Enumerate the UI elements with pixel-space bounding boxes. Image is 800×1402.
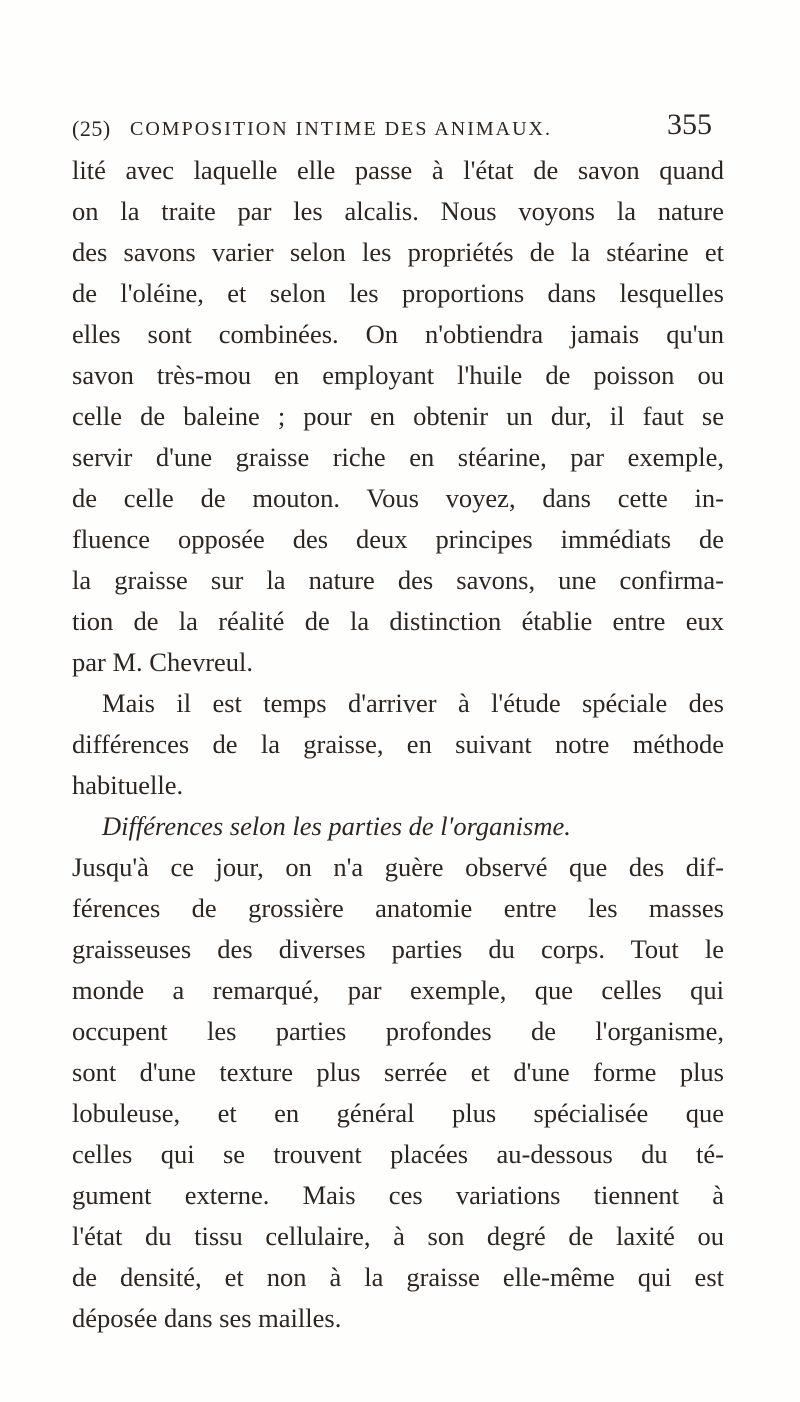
text-line: Mais il est temps d'arriver à l'étude spéciale des — [102, 688, 724, 718]
text-line: servir d'une graisse riche en stéarine, par exemple, — [72, 442, 724, 472]
text-line: on la traite par les alcalis. Nous voyons la nature — [72, 196, 724, 226]
text-line: de l'oléine, et selon les proportions dans lesquelles — [72, 278, 724, 308]
body-text — [72, 150, 724, 1339]
text-line: gument externe. Mais ces variations tiennent à — [72, 1180, 724, 1210]
text-line: la graisse sur la nature des savons, une confirma- — [72, 565, 724, 595]
running-header — [72, 108, 752, 148]
text-line: l'état du tissu cellulaire, à son degré de laxité ou — [72, 1221, 724, 1251]
page-number: 355 — [667, 108, 712, 141]
text-line: férences de grossière anatomie entre les masses — [72, 893, 724, 923]
text-line: des savons varier selon les propriétés de la stéarine et — [72, 237, 724, 267]
text-line: habituelle. — [72, 770, 184, 800]
section-heading: Différences selon les parties de l'organisme. — [102, 811, 571, 841]
text-line: savon très-mou en employant l'huile de poisson ou — [72, 360, 724, 390]
text-line: occupent les parties profondes de l'organisme, — [72, 1016, 724, 1046]
text-line: elles sont combinées. On n'obtiendra jamais qu'un — [72, 319, 724, 349]
text-line: de densité, et non à la graisse elle-même qui est — [72, 1262, 724, 1292]
text-line: par M. Chevreul. — [72, 647, 254, 677]
text-line: graisseuses des diverses parties du corps. Tout le — [72, 934, 724, 964]
text-line: lobuleuse, et en général plus spécialisée que — [72, 1098, 724, 1128]
text-line: différences de la graisse, en suivant notre méthode — [72, 729, 724, 759]
text-line: de celle de mouton. Vous voyez, dans cette in- — [72, 483, 724, 513]
section-number: (25) — [72, 116, 111, 141]
text-line: sont d'une texture plus serrée et d'une forme plus — [72, 1057, 724, 1087]
text-line: Jusqu'à ce jour, on n'a guère observé que des dif- — [72, 852, 724, 882]
text-line: tion de la réalité de la distinction établie entre eux — [72, 606, 724, 636]
text-line: déposée dans ses mailles. — [72, 1303, 342, 1333]
text-line: celle de baleine ; pour en obtenir un dur, il faut se — [72, 401, 724, 431]
running-title: COMPOSITION INTIME DES ANIMAUX. — [130, 118, 552, 140]
text-line: lité avec laquelle elle passe à l'état de savon quand — [72, 155, 724, 185]
text-line: fluence opposée des deux principes immédiats de — [72, 524, 724, 554]
text-line: celles qui se trouvent placées au-dessous du té- — [72, 1139, 724, 1169]
text-line: monde a remarqué, par exemple, que celles qui — [72, 975, 724, 1005]
